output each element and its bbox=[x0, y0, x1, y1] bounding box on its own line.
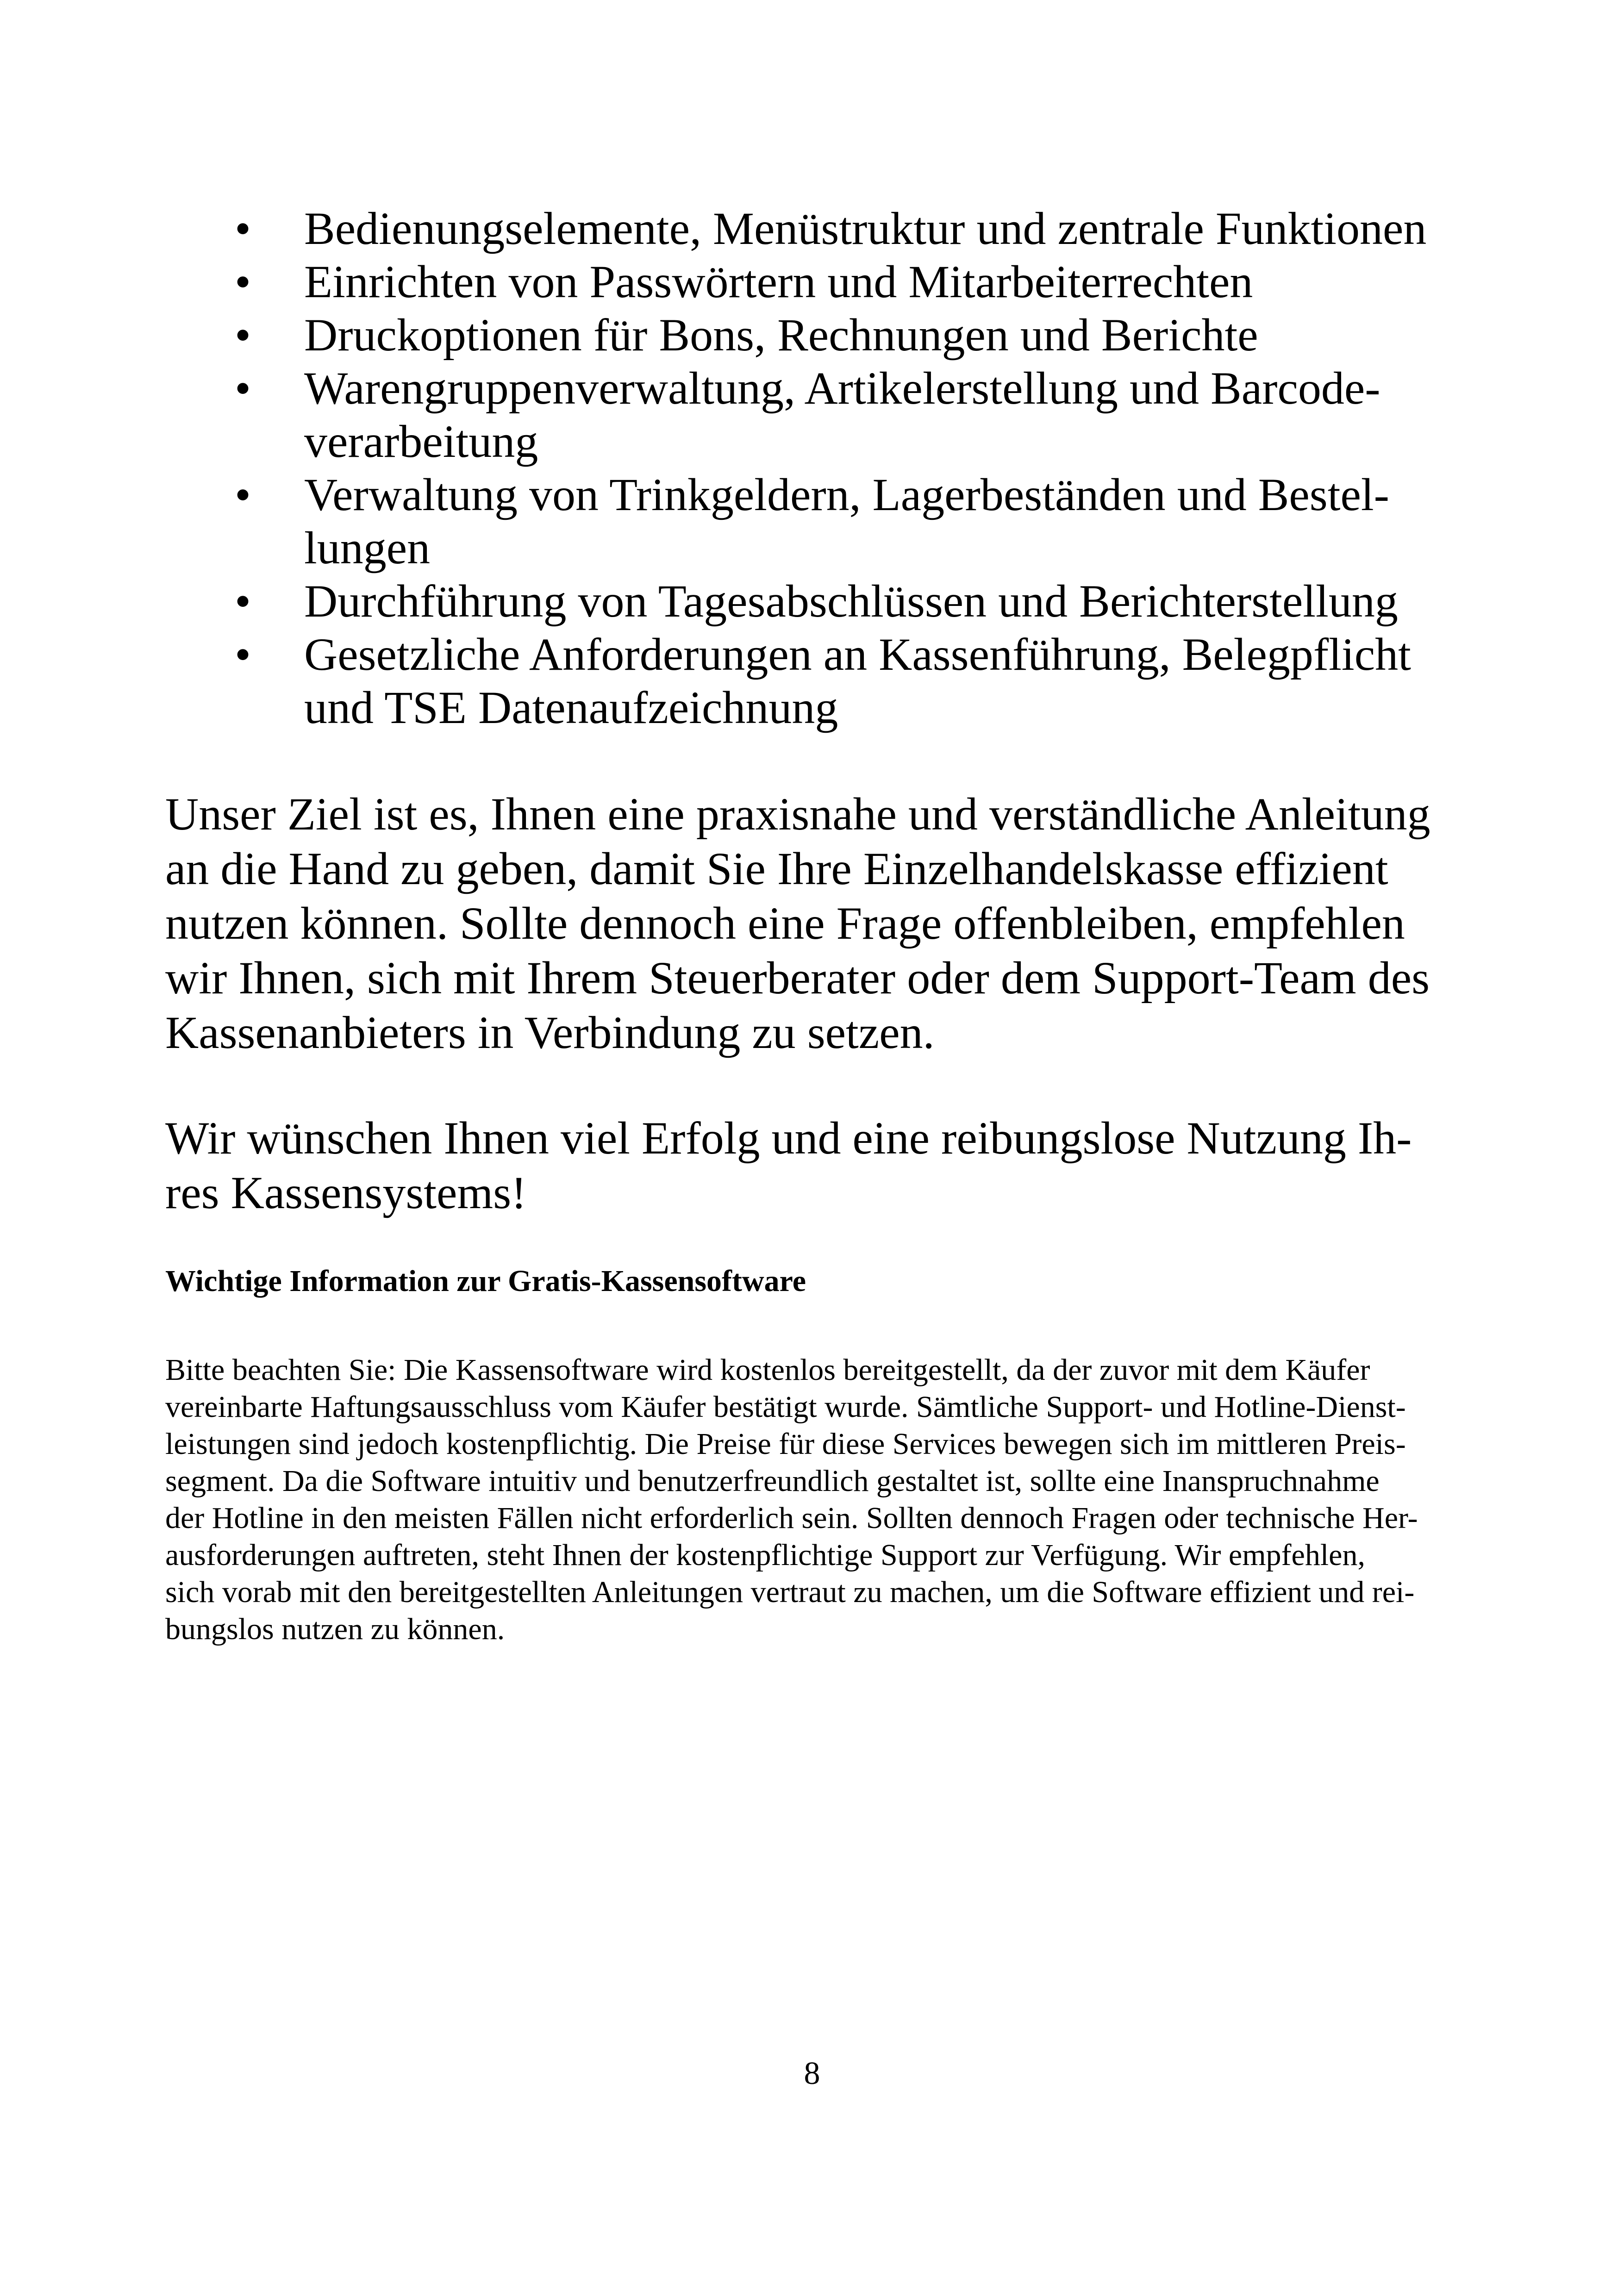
bullet-icon: • bbox=[235, 575, 251, 627]
list-item-text: Druckoptionen für Bons, Rechnungen und Berichte bbox=[304, 309, 1258, 361]
bullet-icon: • bbox=[235, 629, 251, 680]
list-item-text: Durchführung von Tagesabschlüssen und Berichterstellung bbox=[304, 575, 1398, 627]
notice-line: segment. Da die Software intuitiv und benutzerfreundlich gestaltet ist, sollte eine Inanspruchnahme bbox=[165, 1464, 1380, 1498]
notice-line: leistungen sind jedoch kostenpflichtig. Die Preise für diese Services bewegen sich im mittleren Preis- bbox=[165, 1427, 1406, 1461]
list-item bbox=[165, 628, 1459, 734]
notice-line: Bitte beachten Sie: Die Kassensoftware wird kostenlos bereitgestellt, da der zuvor mit dem Käufer bbox=[165, 1353, 1370, 1387]
list-item bbox=[165, 468, 1459, 574]
notice-line: sich vorab mit den bereitgestellten Anleitungen vertraut zu machen, um die Software effizient und rei- bbox=[165, 1575, 1415, 1609]
list-item bbox=[165, 202, 1459, 255]
bullet-list bbox=[165, 202, 1459, 734]
bullet-icon: • bbox=[235, 203, 251, 254]
list-item-text: Bedienungselemente, Menüstruktur und zentrale Funktionen bbox=[304, 203, 1427, 254]
list-item-text: Verwaltung von Trinkgeldern, Lagerbeständen und Bestel-lungen bbox=[304, 469, 1389, 574]
paragraph-wish: Wir wünschen Ihnen viel Erfolg und eine reibungslose Nutzung Ih-res Kassensystems! bbox=[165, 1112, 1412, 1218]
notice-heading: Wichtige Information zur Gratis-Kassensoftware bbox=[165, 1264, 806, 1298]
notice-line: bungslos nutzen zu können. bbox=[165, 1612, 505, 1646]
list-item-text: Einrichten von Passwörtern und Mitarbeiterrechten bbox=[304, 256, 1253, 307]
list-item bbox=[165, 255, 1459, 308]
list-item bbox=[165, 308, 1459, 362]
notice-line: ausforderungen auftreten, steht Ihnen der kostenpflichtige Support zur Verfügung. Wir empfehlen, bbox=[165, 1538, 1365, 1572]
list-item bbox=[165, 362, 1459, 468]
bullet-icon: • bbox=[235, 309, 251, 361]
bullet-icon: • bbox=[235, 256, 251, 307]
notice-line: vereinbarte Haftungsausschluss vom Käufer bestätigt wurde. Sämtliche Support- und Hotline-Dienst- bbox=[165, 1390, 1406, 1424]
bullet-icon: • bbox=[235, 469, 251, 520]
paragraph-goal: Unser Ziel ist es, Ihnen eine praxisnahe und verständliche Anleitung an die Hand zu geben, damit Sie Ihre Einzelhandelskasse effizient nutzen können. Sollte dennoch eine Frage offenbleiben, empfehlen wir Ihnen, sich mit Ihrem Steuerberater oder dem Support-Team des Kassenanbieters in Verbindung zu setzen. bbox=[165, 788, 1430, 1058]
notice-line: der Hotline in den meisten Fällen nicht erforderlich sein. Sollten dennoch Fragen oder technische Her- bbox=[165, 1501, 1418, 1535]
notice-paragraph bbox=[165, 1352, 1459, 1648]
bullet-icon: • bbox=[235, 362, 251, 414]
list-item bbox=[165, 574, 1459, 628]
list-item-text: Gesetzliche Anforderungen an Kassenführung, Belegpflicht und TSE Datenaufzeichnung bbox=[304, 629, 1411, 733]
page-number: 8 bbox=[804, 2056, 820, 2091]
list-item-text: Warengruppenverwaltung, Artikelerstellung und Barcode-verarbeitung bbox=[304, 362, 1380, 467]
